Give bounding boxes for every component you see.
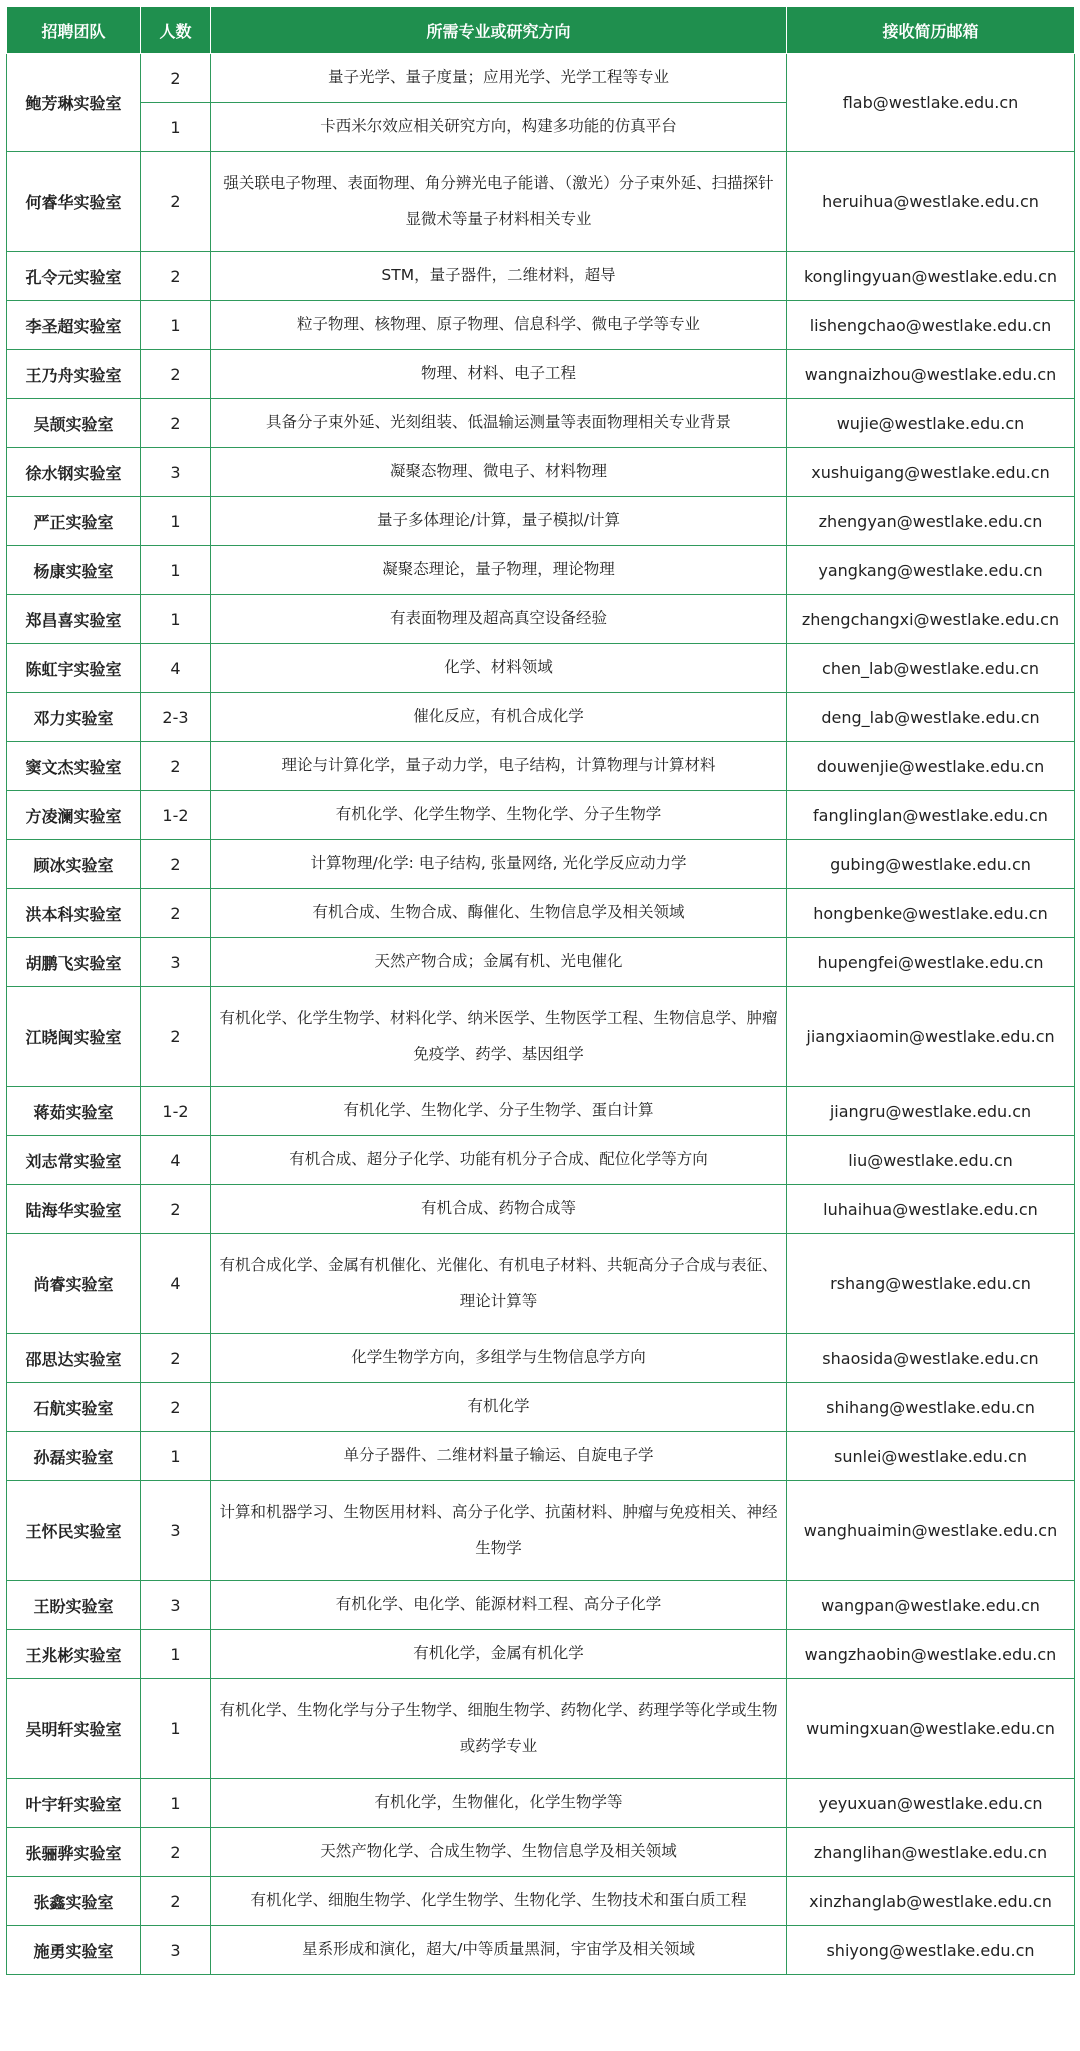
table-row xyxy=(7,1383,1075,1432)
team-name: 鲍芳琳实验室 xyxy=(7,54,141,152)
headcount: 2 xyxy=(141,152,211,252)
headcount: 2 xyxy=(141,1383,211,1432)
table-row xyxy=(7,350,1075,399)
email: wangzhaobin@westlake.edu.cn xyxy=(787,1630,1075,1679)
team-name: 方凌澜实验室 xyxy=(7,791,141,840)
team-name: 尚睿实验室 xyxy=(7,1234,141,1334)
team-name: 陈虹宇实验室 xyxy=(7,644,141,693)
headcount: 2 xyxy=(141,1828,211,1877)
table-row xyxy=(7,1828,1075,1877)
email: hongbenke@westlake.edu.cn xyxy=(787,889,1075,938)
header-area: 所需专业或研究方向 xyxy=(211,7,787,54)
team-name: 徐水钢实验室 xyxy=(7,448,141,497)
team-name: 王怀民实验室 xyxy=(7,1481,141,1581)
headcount: 1 xyxy=(141,1432,211,1481)
table-row xyxy=(7,54,1075,103)
headcount: 1-2 xyxy=(141,791,211,840)
table-row xyxy=(7,987,1075,1087)
email: gubing@westlake.edu.cn xyxy=(787,840,1075,889)
headcount: 2-3 xyxy=(141,693,211,742)
headcount: 1 xyxy=(141,1779,211,1828)
team-name: 张骊骅实验室 xyxy=(7,1828,141,1877)
table-row xyxy=(7,840,1075,889)
table-row xyxy=(7,252,1075,301)
headcount: 2 xyxy=(141,889,211,938)
email: douwenjie@westlake.edu.cn xyxy=(787,742,1075,791)
team-name: 张鑫实验室 xyxy=(7,1877,141,1926)
email: hupengfei@westlake.edu.cn xyxy=(787,938,1075,987)
team-name: 吴明轩实验室 xyxy=(7,1679,141,1779)
team-name: 郑昌喜实验室 xyxy=(7,595,141,644)
research-area: 计算物理/化学: 电子结构, 张量网络, 光化学反应动力学 xyxy=(211,840,787,889)
headcount: 2 xyxy=(141,1185,211,1234)
email: chen_lab@westlake.edu.cn xyxy=(787,644,1075,693)
headcount: 3 xyxy=(141,938,211,987)
headcount: 2 xyxy=(141,54,211,103)
email: heruihua@westlake.edu.cn xyxy=(787,152,1075,252)
email: zhengchangxi@westlake.edu.cn xyxy=(787,595,1075,644)
headcount: 2 xyxy=(141,1334,211,1383)
team-name: 胡鹏飞实验室 xyxy=(7,938,141,987)
email: yeyuxuan@westlake.edu.cn xyxy=(787,1779,1075,1828)
headcount: 4 xyxy=(141,1136,211,1185)
table-row xyxy=(7,1877,1075,1926)
table-row xyxy=(7,1432,1075,1481)
email: lishengchao@westlake.edu.cn xyxy=(787,301,1075,350)
email: luhaihua@westlake.edu.cn xyxy=(787,1185,1075,1234)
team-name: 李圣超实验室 xyxy=(7,301,141,350)
research-area: 有机化学、化学生物学、材料化学、纳米医学、生物医学工程、生物信息学、肿瘤免疫学、药学、基因组学 xyxy=(211,987,787,1087)
email: zhanglihan@westlake.edu.cn xyxy=(787,1828,1075,1877)
email: deng_lab@westlake.edu.cn xyxy=(787,693,1075,742)
email: rshang@westlake.edu.cn xyxy=(787,1234,1075,1334)
team-name: 邵思达实验室 xyxy=(7,1334,141,1383)
headcount: 3 xyxy=(141,1926,211,1975)
table-row xyxy=(7,1679,1075,1779)
email: jiangru@westlake.edu.cn xyxy=(787,1087,1075,1136)
table-row xyxy=(7,742,1075,791)
research-area: 有机合成化学、金属有机催化、光催化、有机电子材料、共轭高分子合成与表征、理论计算等 xyxy=(211,1234,787,1334)
header-row xyxy=(7,7,1075,54)
research-area: 天然产物合成；金属有机、光电催化 xyxy=(211,938,787,987)
table-row xyxy=(7,1581,1075,1630)
research-area: 强关联电子物理、表面物理、角分辨光电子能谱、（激光）分子束外延、扫描探针显微术等量子材料相关专业 xyxy=(211,152,787,252)
research-area: 有机化学、生物化学、分子生物学、蛋白计算 xyxy=(211,1087,787,1136)
team-name: 王兆彬实验室 xyxy=(7,1630,141,1679)
email: yangkang@westlake.edu.cn xyxy=(787,546,1075,595)
research-area: 凝聚态物理、微电子、材料物理 xyxy=(211,448,787,497)
team-name: 江晓闽实验室 xyxy=(7,987,141,1087)
research-area: 有机合成、生物合成、酶催化、生物信息学及相关领域 xyxy=(211,889,787,938)
research-area: 单分子器件、二维材料量子输运、自旋电子学 xyxy=(211,1432,787,1481)
email: flab@westlake.edu.cn xyxy=(787,54,1075,152)
headcount: 2 xyxy=(141,399,211,448)
research-area: 凝聚态理论，量子物理，理论物理 xyxy=(211,546,787,595)
table-row xyxy=(7,1630,1075,1679)
table-row xyxy=(7,152,1075,252)
headcount: 1 xyxy=(141,103,211,152)
research-area: 有机化学、电化学、能源材料工程、高分子化学 xyxy=(211,1581,787,1630)
email: wujie@westlake.edu.cn xyxy=(787,399,1075,448)
research-area: 有表面物理及超高真空设备经验 xyxy=(211,595,787,644)
table-row xyxy=(7,1234,1075,1334)
table-row xyxy=(7,448,1075,497)
header-team: 招聘团队 xyxy=(7,7,141,54)
email: fanglinglan@westlake.edu.cn xyxy=(787,791,1075,840)
email: jiangxiaomin@westlake.edu.cn xyxy=(787,987,1075,1087)
table-row xyxy=(7,595,1075,644)
headcount: 4 xyxy=(141,644,211,693)
team-name: 顾冰实验室 xyxy=(7,840,141,889)
table-row xyxy=(7,1926,1075,1975)
research-area: 有机化学、生物化学与分子生物学、细胞生物学、药物化学、药理学等化学或生物或药学专业 xyxy=(211,1679,787,1779)
research-area: 卡西米尔效应相关研究方向，构建多功能的仿真平台 xyxy=(211,103,787,152)
research-area: 具备分子束外延、光刻组装、低温输运测量等表面物理相关专业背景 xyxy=(211,399,787,448)
team-name: 洪本科实验室 xyxy=(7,889,141,938)
email: wangpan@westlake.edu.cn xyxy=(787,1581,1075,1630)
research-area: 计算和机器学习、生物医用材料、高分子化学、抗菌材料、肿瘤与免疫相关、神经生物学 xyxy=(211,1481,787,1581)
table-row xyxy=(7,938,1075,987)
research-area: 星系形成和演化，超大/中等质量黑洞，宇宙学及相关领域 xyxy=(211,1926,787,1975)
team-name: 施勇实验室 xyxy=(7,1926,141,1975)
email: shiyong@westlake.edu.cn xyxy=(787,1926,1075,1975)
headcount: 2 xyxy=(141,840,211,889)
research-area: 量子多体理论/计算，量子模拟/计算 xyxy=(211,497,787,546)
table-row xyxy=(7,497,1075,546)
email: wangnaizhou@westlake.edu.cn xyxy=(787,350,1075,399)
email: shaosida@westlake.edu.cn xyxy=(787,1334,1075,1383)
team-name: 窦文杰实验室 xyxy=(7,742,141,791)
research-area: 有机合成、超分子化学、功能有机分子合成、配位化学等方向 xyxy=(211,1136,787,1185)
research-area: 粒子物理、核物理、原子物理、信息科学、微电子学等专业 xyxy=(211,301,787,350)
team-name: 陆海华实验室 xyxy=(7,1185,141,1234)
team-name: 刘志常实验室 xyxy=(7,1136,141,1185)
headcount: 1 xyxy=(141,1679,211,1779)
headcount: 1 xyxy=(141,546,211,595)
research-area: 天然产物化学、合成生物学、生物信息学及相关领域 xyxy=(211,1828,787,1877)
headcount: 2 xyxy=(141,252,211,301)
table-row xyxy=(7,1136,1075,1185)
table-row xyxy=(7,301,1075,350)
table-row xyxy=(7,399,1075,448)
recruitment-table xyxy=(6,6,1075,1975)
research-area: 化学、材料领域 xyxy=(211,644,787,693)
team-name: 何睿华实验室 xyxy=(7,152,141,252)
headcount: 1 xyxy=(141,1630,211,1679)
table-row xyxy=(7,791,1075,840)
team-name: 石航实验室 xyxy=(7,1383,141,1432)
research-area: 有机化学、化学生物学、生物化学、分子生物学 xyxy=(211,791,787,840)
research-area: 催化反应，有机合成化学 xyxy=(211,693,787,742)
headcount: 2 xyxy=(141,987,211,1087)
headcount: 3 xyxy=(141,1581,211,1630)
research-area: 化学生物学方向，多组学与生物信息学方向 xyxy=(211,1334,787,1383)
team-name: 吴颉实验室 xyxy=(7,399,141,448)
email: zhengyan@westlake.edu.cn xyxy=(787,497,1075,546)
headcount: 1-2 xyxy=(141,1087,211,1136)
research-area: 有机化学，金属有机化学 xyxy=(211,1630,787,1679)
email: xinzhanglab@westlake.edu.cn xyxy=(787,1877,1075,1926)
team-name: 孔令元实验室 xyxy=(7,252,141,301)
table-row xyxy=(7,1779,1075,1828)
table-row xyxy=(7,693,1075,742)
email: liu@westlake.edu.cn xyxy=(787,1136,1075,1185)
headcount: 2 xyxy=(141,742,211,791)
email: wumingxuan@westlake.edu.cn xyxy=(787,1679,1075,1779)
headcount: 3 xyxy=(141,448,211,497)
research-area: 有机化学 xyxy=(211,1383,787,1432)
headcount: 1 xyxy=(141,497,211,546)
team-name: 王盼实验室 xyxy=(7,1581,141,1630)
research-area: 有机化学，生物催化，化学生物学等 xyxy=(211,1779,787,1828)
team-name: 叶宇轩实验室 xyxy=(7,1779,141,1828)
headcount: 1 xyxy=(141,595,211,644)
research-area: STM，量子器件，二维材料，超导 xyxy=(211,252,787,301)
headcount: 1 xyxy=(141,301,211,350)
headcount: 2 xyxy=(141,350,211,399)
table-row xyxy=(7,1481,1075,1581)
team-name: 蒋茹实验室 xyxy=(7,1087,141,1136)
headcount: 2 xyxy=(141,1877,211,1926)
email: konglingyuan@westlake.edu.cn xyxy=(787,252,1075,301)
research-area: 有机化学、细胞生物学、化学生物学、生物化学、生物技术和蛋白质工程 xyxy=(211,1877,787,1926)
table-row xyxy=(7,1185,1075,1234)
team-name: 邓力实验室 xyxy=(7,693,141,742)
email: sunlei@westlake.edu.cn xyxy=(787,1432,1075,1481)
table-row xyxy=(7,546,1075,595)
table-row xyxy=(7,1087,1075,1136)
email: shihang@westlake.edu.cn xyxy=(787,1383,1075,1432)
table-row xyxy=(7,644,1075,693)
team-name: 王乃舟实验室 xyxy=(7,350,141,399)
research-area: 物理、材料、电子工程 xyxy=(211,350,787,399)
table-row xyxy=(7,1334,1075,1383)
email: xushuigang@westlake.edu.cn xyxy=(787,448,1075,497)
email: wanghuaimin@westlake.edu.cn xyxy=(787,1481,1075,1581)
header-email: 接收简历邮箱 xyxy=(787,7,1075,54)
research-area: 理论与计算化学，量子动力学，电子结构，计算物理与计算材料 xyxy=(211,742,787,791)
headcount: 3 xyxy=(141,1481,211,1581)
research-area: 有机合成、药物合成等 xyxy=(211,1185,787,1234)
headcount: 4 xyxy=(141,1234,211,1334)
team-name: 严正实验室 xyxy=(7,497,141,546)
research-area: 量子光学、量子度量；应用光学、光学工程等专业 xyxy=(211,54,787,103)
table-row xyxy=(7,889,1075,938)
team-name: 孙磊实验室 xyxy=(7,1432,141,1481)
team-name: 杨康实验室 xyxy=(7,546,141,595)
header-count: 人数 xyxy=(141,7,211,54)
